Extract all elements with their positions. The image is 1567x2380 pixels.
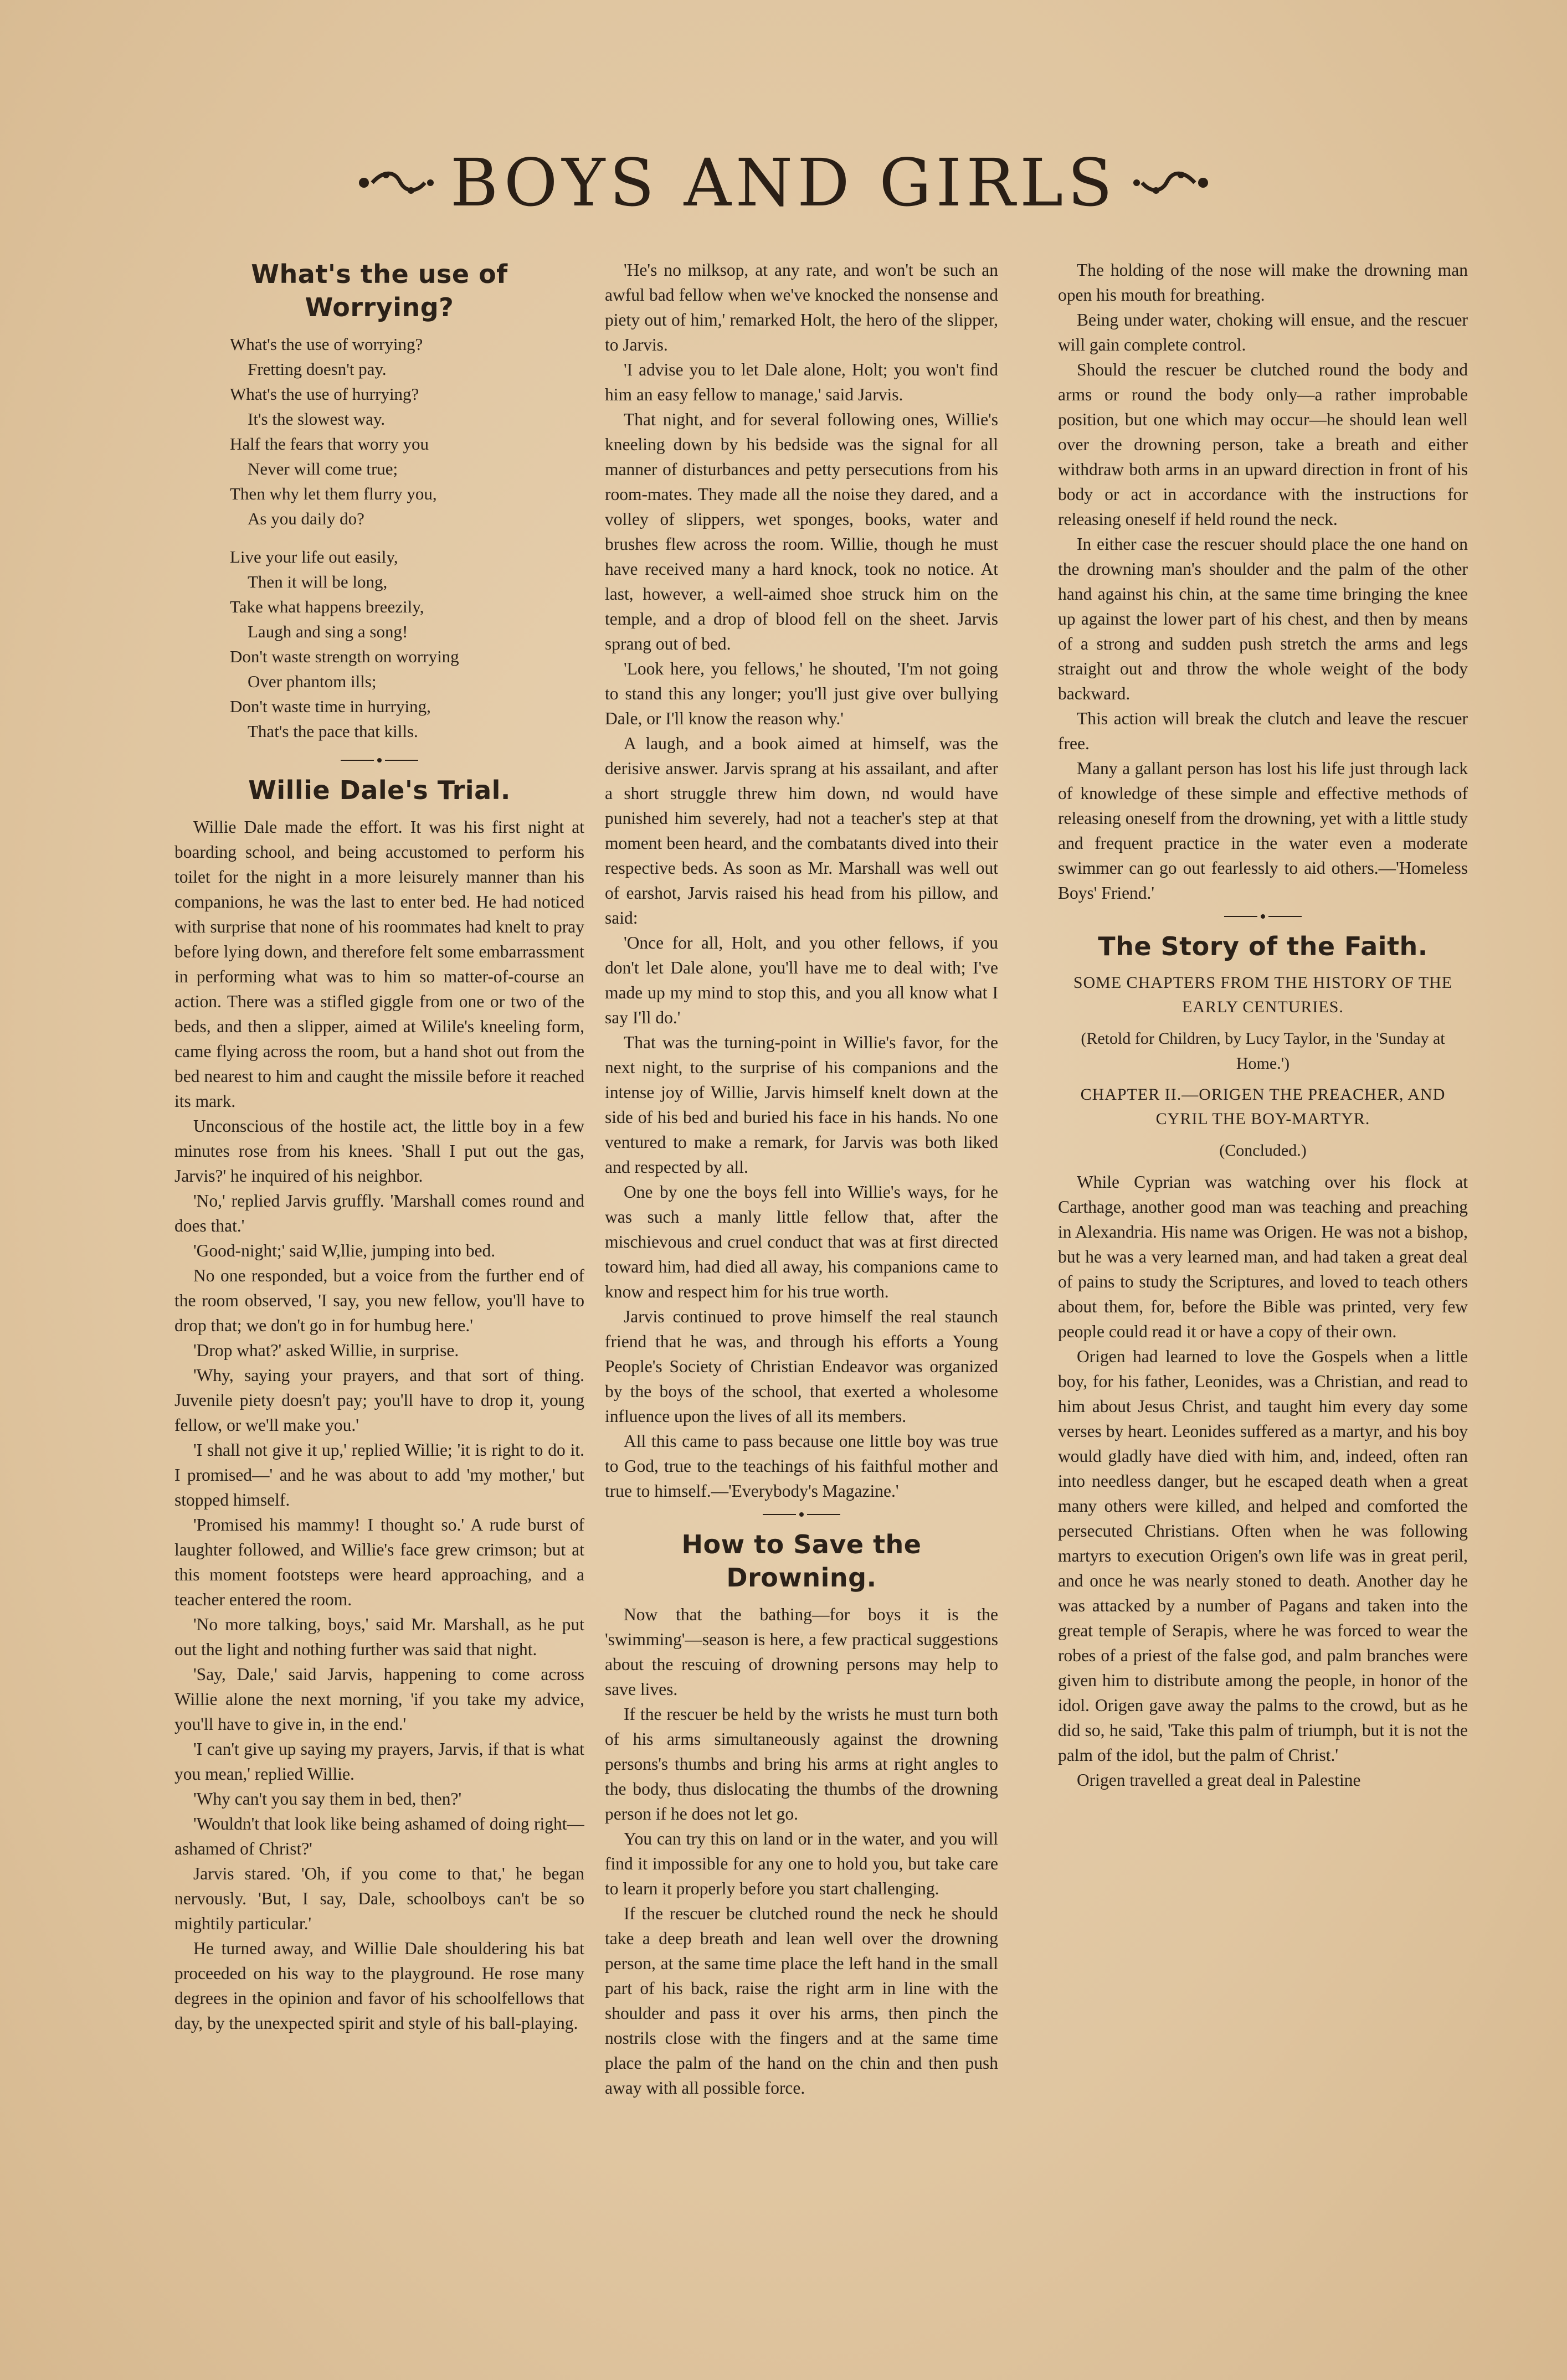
story-paragraph: A laugh, and a book aimed at himself, was the derisive answer. Jarvis sprang at his assailant, and after a short struggle threw him down, nd would have punished him severely, had not a teacher's step at that moment been heard, and the combatants dived into their respective beds. As soon as Mr. Marshall was well out of earshot, Jarvis raised his head from his pillow, and said: <box>605 734 998 928</box>
drowning-paragraph: If the rescuer be clutched round the neck he should take a deep breath and lean well over the drowning person, at the same time place the left hand in the small part of his back, raise the right arm in line with the shoulder and pass it over his arms, then pinch the nostrils close with the fingers and at the same time place the palm of the hand on the chin and then push away with all possible force. <box>605 1904 998 2098</box>
section-divider-icon <box>1224 913 1302 920</box>
story-paragraph: 'Say, Dale,' said Jarvis, happening to come across Willie alone the next morning, 'if you take my advice, you'll have to give in, in the end.' <box>174 1665 584 1734</box>
story-paragraph: 'Why, saying your prayers, and that sort of thing. Juvenile piety doesn't pay; you'll have to drop it, young fellow, or we'll make you.' <box>174 1366 584 1435</box>
masthead <box>0 138 1567 227</box>
story-paragraph: 'Good-night;' said W,llie, jumping into bed. <box>193 1241 496 1260</box>
story-paragraph: 'Promised his mammy! I thought so.' A rude burst of laughter followed, and Willie's face grew crimson; but at this moment footsteps were heard approaching, and a teacher entered the room. <box>174 1515 584 1609</box>
poem-line: Then why let them flurry you, <box>230 484 437 503</box>
poem-title: What's the use of Worrying? <box>251 259 508 322</box>
masthead-title: BOYS AND GIRLS <box>450 145 1117 221</box>
faith-paragraph: While Cyprian was watching over his flock at Carthage, another good man was teaching and preaching in Alexandria. His name was Origen. He was not a bishop, but he was a very learned man, and had taken a great deal of pains to study the Scriptures, and loved to teach others about them, for, before the Bible was printed, very few people could read it or have a copy of their own. <box>1058 1172 1468 1341</box>
story-paragraph: One by one the boys fell into Willie's ways, for he was such a manly little fellow that, after the mischievous and cruel conduct that was at first directed toward him, had died all away, his companions came to know and respect him for his true worth. <box>605 1182 998 1301</box>
faith-subtitle: SOME CHAPTERS FROM THE HISTORY OF THE EARLY CENTURIES. <box>1073 973 1453 1016</box>
story-paragraph: No one responded, but a voice from the further end of the room observed, 'I say, you new fellow, you'll have to drop that; we don't go in for humbug here.' <box>174 1266 584 1335</box>
story-paragraph: 'Look here, you fellows,' he shouted, 'I'm not going to stand this any longer; you'll just give over bullying Dale, or I'll know the reason why.' <box>605 659 998 728</box>
poem-line: As you daily do? <box>248 509 364 528</box>
scroll-ornament-right-icon <box>1131 166 1214 199</box>
poem-line: Then it will be long, <box>248 572 388 591</box>
story-paragraph: 'I advise you to let Dale alone, Holt; you won't find him an easy fellow to manage,' said Jarvis. <box>605 360 998 404</box>
poem-line: Don't waste time in hurrying, <box>230 697 431 716</box>
poem-line: Half the fears that worry you <box>230 434 429 454</box>
faith-concluded-note: (Concluded.) <box>1219 1141 1307 1160</box>
story-paragraph: Jarvis stared. 'Oh, if you come to that,' he began nervously. 'But, I say, Dale, schoolboys can't be so mightily particular.' <box>174 1864 584 1933</box>
faith-paragraph: Origen travelled a great deal in Palestine <box>1077 1770 1361 1790</box>
faith-paragraph: Origen had learned to love the Gospels when a little boy, for his father, Leonides, was a Christian, and read to him about Jesus Christ, and taught him every day some verses by heart. Leonides suffered as a martyr, and his boy would gladly have died with him, and, indeed, often ran into needless danger, but he escaped death when a great many others were killed, and helped and comforted the persecuted Christians. Often when he was following martyrs to execution Origen's own life was in great peril, and once he was nearly stoned to death. Another day he was attacked by a number of Pagans and taken into the great temple of Serapis, where he was forced to wear the robes of a priest of the false god, and palm branches were given him to distribute among the people, in honor of the idol. Origen gave away the palms to the crowd, but as he did so, he said, 'Take this palm of triumph, but it is not the palm of the idol, but the palm of Christ.' <box>1058 1347 1468 1765</box>
story-title: Willie Dale's Trial. <box>248 775 511 805</box>
story-paragraph: That was the turning-point in Willie's favor, for the next night, to the surprise of his companions and the intense joy of Willie, Jarvis himself knelt down at the side of his bed and buried his face in his hands. No one ventured to make a remark, for Jarvis was both liked and respected by all. <box>605 1033 998 1177</box>
column-2 <box>605 257 998 2351</box>
section-divider-icon <box>763 1511 840 1518</box>
poem-line: Take what happens breezily, <box>230 597 424 616</box>
story-paragraph: 'Why can't you say them in bed, then?' <box>193 1789 462 1809</box>
faith-retold-note: (Retold for Children, by Lucy Taylor, in the 'Sunday at Home.') <box>1081 1029 1445 1073</box>
drowning-paragraph: Many a gallant person has lost his life just through lack of knowledge of these simple and effective methods of releasing oneself from the drowning, yet with a little study and frequent practice in the water even a moderate swimmer can go out fearlessly to aid others.—'Homeless Boys' Friend.' <box>1058 759 1468 903</box>
poem-line: It's the slowest way. <box>248 409 386 429</box>
story-paragraph: He turned away, and Willie Dale shouldering his bat proceeded on his way to the playground. He rose many degrees in the opinion and favor of his schoolfellows that day, by the unexpected spirit and style of his ball-playing. <box>174 1939 584 2033</box>
drowning-paragraph: If the rescuer be held by the wrists he must turn both of his arms simultaneously against the drowning persons's thumbs and bring his arms at right angles to the body, thus dislocating the thumbs of the drowning person if he does not let go. <box>605 1704 998 1823</box>
story-paragraph: Jarvis continued to prove himself the real staunch friend that he was, and through his efforts a Young People's Society of Christian Endeavor was organized by the boys of the school, that exerted a wholesome influence upon the lives of all its members. <box>605 1307 998 1426</box>
drowning-title: How to Save the Drowning. <box>681 1529 922 1593</box>
poem-line: Fretting doesn't pay. <box>248 359 387 379</box>
column-1 <box>174 257 584 2351</box>
column-3 <box>1058 257 1468 2351</box>
story-paragraph: All this came to pass because one little boy was true to God, true to the teachings of his faithful mother and true to himself.—'Everybody's Magazine.' <box>605 1431 998 1501</box>
faith-title: The Story of the Faith. <box>1098 931 1428 961</box>
story-paragraph: 'Drop what?' asked Willie, in surprise. <box>193 1341 459 1360</box>
drowning-paragraph: You can try this on land or in the water, and you will find it impossible for any one to hold you, but take care to learn it properly before you start challenging. <box>605 1829 998 1898</box>
poem-line: Live your life out easily, <box>230 547 398 566</box>
drowning-paragraph: This action will break the clutch and leave the rescuer free. <box>1058 709 1468 753</box>
poem-stanza-1 <box>230 332 584 531</box>
story-paragraph: 'I shall not give it up,' replied Willie; 'it is right to do it. I promised—' and he was about to add 'my mother,' but stopped himself. <box>174 1440 584 1510</box>
story-paragraph: 'No more talking, boys,' said Mr. Marshall, as he put out the light and nothing further was said that night. <box>174 1615 584 1659</box>
story-paragraph: That night, and for several following ones, Willie's kneeling down by his bedside was the signal for all manner of disturbances and petty persecutions from his room-mates. They made all the noise they dared, and a volley of slippers, wet sponges, books, water and brushes flew across the room. Willie, though he must have received many a hard knock, took no notice. At last, however, a well-aimed shoe struck him on the temple, and a drop of blood fell on the sheet. Jarvis sprang out of bed. <box>605 410 998 653</box>
poem <box>174 332 584 744</box>
poem-line: That's the pace that kills. <box>248 722 418 741</box>
drowning-paragraph: Should the rescuer be clutched round the body and arms or round the body only—a rather improbable position, but one which may occur—he should lean well over the drowning person, take a breath and either withdraw both arms in an upward direction in front of his body or act in accordance with the instructions for releasing oneself if held round the neck. <box>1058 360 1468 529</box>
story-paragraph: 'He's no milksop, at any rate, and won't be such an awful bad fellow when we've knocked the nonsense and piety out of him,' remarked Holt, the hero of the slipper, to Jarvis. <box>605 260 998 354</box>
scroll-ornament-left-icon <box>353 166 436 199</box>
drowning-paragraph: Now that the bathing—for boys it is the 'swimming'—season is here, a few practical suggestions about the rescuing of drowning persons may help to save lives. <box>605 1605 998 1699</box>
drowning-paragraph: Being under water, choking will ensue, and the rescuer will gain complete control. <box>1058 310 1468 354</box>
poem-line: What's the use of worrying? <box>230 334 423 354</box>
poem-stanza-2 <box>230 544 584 744</box>
faith-chapter-heading: CHAPTER II.—ORIGEN THE PREACHER, AND CYRIL THE BOY-MARTYR. <box>1080 1085 1446 1128</box>
story-paragraph: Willie Dale made the effort. It was his first night at boarding school, and being accustomed to perform his toilet for the night in a more leisurely manner than his companions, he was the last to enter bed. He had noticed with surprise that none of his roommates had knelt to pray before lying down, and therefore felt some embarrassment in performing what was to him so matter-of-course an action. There was a stifled giggle from one or two of the beds, and then a slipper, aimed at Wilile's kneeling form, came flying across the room, but a hand shot out from the bed nearest to him and caught the missile before it reached its mark. <box>174 817 584 1111</box>
story-paragraph: 'I can't give up saying my prayers, Jarvis, if that is what you mean,' replied Willie. <box>174 1739 584 1784</box>
story-body <box>174 815 584 2036</box>
story-paragraph: 'No,' replied Jarvis gruffly. 'Marshall comes round and does that.' <box>174 1191 584 1235</box>
drowning-paragraph: In either case the rescuer should place the one hand on the drowning man's shoulder and the palm of the other hand against his chin, at the same time bringing the knee up against the lower part of his chest, and then by means of a strong and sudden push stretch the arms and legs straight out and throw the whole weight of the body backward. <box>1058 534 1468 703</box>
section-divider-icon <box>341 757 418 764</box>
story-paragraph: 'Once for all, Holt, and you other fellows, if you don't let Dale alone, you'll have me to deal with; I've made up my mind to stop this, and you all know what I say I'll do.' <box>605 933 998 1027</box>
drowning-paragraph: The holding of the nose will make the drowning man open his mouth for breathing. <box>1058 260 1468 305</box>
poem-line: What's the use of hurrying? <box>230 384 419 404</box>
poem-line: Never will come true; <box>248 459 398 478</box>
poem-line: Laugh and sing a song! <box>248 622 408 641</box>
story-paragraph: Unconscious of the hostile act, the little boy in a few minutes rose from his knees. 'Shall I put out the gas, Jarvis?' he inquired of his neighbor. <box>174 1116 584 1186</box>
poem-line: Over phantom ills; <box>248 672 377 691</box>
poem-line: Don't waste strength on worrying <box>230 647 459 666</box>
story-paragraph: 'Wouldn't that look like being ashamed of doing right—ashamed of Christ?' <box>174 1814 584 1858</box>
